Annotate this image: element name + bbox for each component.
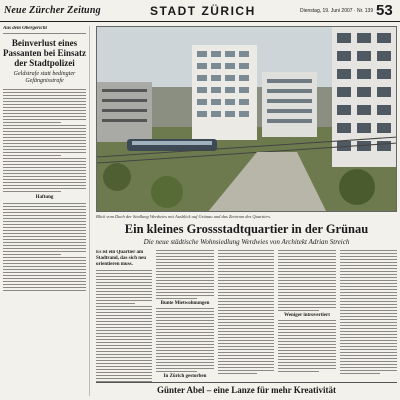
main-column-4 xyxy=(278,250,336,382)
main-headline: Ein kleines Grossstadtquartier in der Grünau xyxy=(124,222,369,236)
left-deck: Geldstrafe statt bedingter Gefängnisstrafe xyxy=(13,71,76,84)
main-subhead-2: Weniger introvertiert xyxy=(284,313,330,318)
article-photo xyxy=(96,26,397,212)
main-lead: Es ist ein Quartier am Stadtrand, das sich neu orientieren muss. xyxy=(96,250,147,267)
main-subhead-1: Bunte Mietwohnungen xyxy=(160,301,210,306)
masthead xyxy=(0,0,400,22)
housing-photo-illustration xyxy=(97,27,397,212)
main-column-5 xyxy=(340,250,397,382)
left-body-text xyxy=(3,89,86,291)
left-article xyxy=(3,26,90,396)
left-headline: Beinverlust eines Passanten bei Einsatz der Stadtpolizei xyxy=(3,38,87,68)
paper-name: Neue Zürcher Zeitung xyxy=(4,5,101,16)
bottom-headline: Günter Abel – eine Lanze für mehr Kreativität xyxy=(156,385,337,395)
section-title: STADT ZÜRICH xyxy=(150,4,256,18)
main-column-2 xyxy=(156,250,214,382)
left-kicker: Aus dem Obergericht xyxy=(3,26,86,34)
issue-date: Dienstag, 19. Juni 2007 · Nr. 139 xyxy=(300,8,374,14)
main-subline: Die neue städtische Wohnsiedlung Werdwies von Architekt Adrian Streich xyxy=(143,238,350,246)
main-column-1 xyxy=(96,250,152,382)
photo-caption: Blick vom Dach der Siedlung Werdwies mit Ausblick auf Grünau und das Zentrum des Quartiers. xyxy=(96,214,271,219)
death-notice-heading: In Zürich gestorben xyxy=(163,374,207,379)
section-divider xyxy=(96,382,397,383)
left-subhead: Haftung xyxy=(35,195,54,200)
main-column-3 xyxy=(218,250,274,382)
page-number: 53 xyxy=(376,2,393,19)
